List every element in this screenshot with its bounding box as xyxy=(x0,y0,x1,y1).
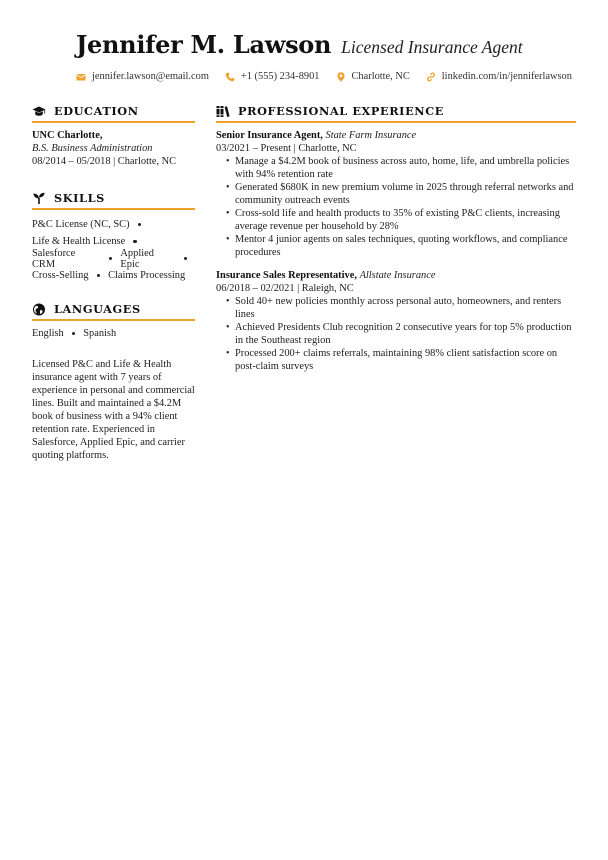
language-item: English xyxy=(32,328,64,339)
job-bullet: • Cross-sold life and health products to 35% of existing P&C clients, increasing average revenue per household by 28% xyxy=(226,208,560,232)
bullet-separator xyxy=(133,240,137,244)
languages-section xyxy=(32,302,195,339)
bullet-separator xyxy=(97,274,101,278)
link-icon xyxy=(426,72,436,82)
education-degree: B.S. Business Administration xyxy=(32,143,153,154)
education-section xyxy=(32,104,195,168)
books-icon xyxy=(216,105,230,118)
skill-item: Salesforce CRM xyxy=(32,247,76,270)
graduation-cap-icon xyxy=(32,105,46,118)
education-school: UNC Charlotte, xyxy=(32,130,103,141)
skill-item: Life & Health License xyxy=(32,236,126,247)
language-item: Spanish xyxy=(83,328,117,339)
contact-linkedin[interactable]: linkedin.com/in/jenniferlawson xyxy=(426,71,572,82)
job-bullet: • Processed 200+ claims referrals, maintaining 98% client satisfaction score on post-claim surveys xyxy=(226,348,558,372)
resume-header xyxy=(76,30,596,82)
languages-list xyxy=(32,328,195,339)
profile-summary: Licensed P&C and Life & Health insurance agent with 7 years of experience in personal and commercial lines. Built and maintained a $4.2M book of business with a 94% client retention rate. Experienced in Salesforce, Applied Epic, and carrier quoting platforms. xyxy=(32,359,195,461)
bullet-separator xyxy=(138,223,142,227)
job-entry xyxy=(216,269,576,373)
job-company: Allstate Insurance xyxy=(359,270,436,281)
map-pin-icon xyxy=(336,72,346,82)
candidate-title: Licensed Insurance Agent xyxy=(341,37,523,57)
contact-phone[interactable]: +1 (555) 234-8901 xyxy=(225,71,320,82)
envelope-icon xyxy=(76,72,86,82)
job-bullet: • Mentor 4 junior agents on sales techniques, quoting workflows, and compliance procedures xyxy=(226,234,568,258)
job-entry xyxy=(216,129,576,259)
left-column xyxy=(32,104,195,462)
experience-heading: PROFESSIONAL EXPERIENCE xyxy=(216,104,576,123)
contact-info xyxy=(76,71,596,82)
job-bullets xyxy=(226,295,576,373)
skills-heading: SKILLS xyxy=(32,191,195,210)
candidate-name: Jennifer M. Lawson xyxy=(76,30,332,59)
job-bullet: • Generated $680K in new premium volume in 2025 through referral networks and community outreach events xyxy=(226,182,574,206)
seedling-icon xyxy=(32,192,46,205)
bullet-separator xyxy=(72,332,76,336)
globe-icon xyxy=(32,303,46,316)
bullet-separator xyxy=(109,257,113,261)
bullet-separator xyxy=(184,257,188,261)
phone-icon xyxy=(225,72,235,82)
skills-section xyxy=(32,191,195,284)
job-company: State Farm Insurance xyxy=(325,130,417,141)
skill-item: Claims Processing xyxy=(108,270,186,281)
job-bullets xyxy=(226,155,576,259)
skill-item: Cross-Selling xyxy=(32,270,89,281)
job-role: Insurance Sales Representative, xyxy=(216,270,357,281)
contact-email[interactable]: jennifer.lawson@email.com xyxy=(76,71,209,82)
languages-heading: LANGUAGES xyxy=(32,302,195,321)
contact-location: Charlotte, NC xyxy=(336,71,410,82)
job-role: Senior Insurance Agent, xyxy=(216,130,323,141)
right-column xyxy=(216,104,576,383)
education-dates-location: 08/2014 – 05/2018 | Charlotte, NC xyxy=(32,156,177,167)
education-heading: EDUCATION xyxy=(32,104,195,123)
skills-list xyxy=(32,216,195,284)
job-dates-location: 03/2021 – Present | Charlotte, NC xyxy=(216,143,357,154)
skill-item: Applied Epic xyxy=(120,247,154,270)
skill-item: P&C License (NC, SC) xyxy=(32,219,130,230)
job-bullet: • Sold 40+ new policies monthly across personal auto, homeowners, and renters lines xyxy=(226,296,562,320)
job-bullet: • Manage a $4.2M book of business across auto, home, life, and umbrella policies with 94% retention rate xyxy=(226,156,570,180)
job-bullet: • Achieved Presidents Club recognition 2 consecutive years for top 5% production in the Southeast region xyxy=(226,322,572,346)
job-dates-location: 06/2018 – 02/2021 | Raleigh, NC xyxy=(216,283,354,294)
